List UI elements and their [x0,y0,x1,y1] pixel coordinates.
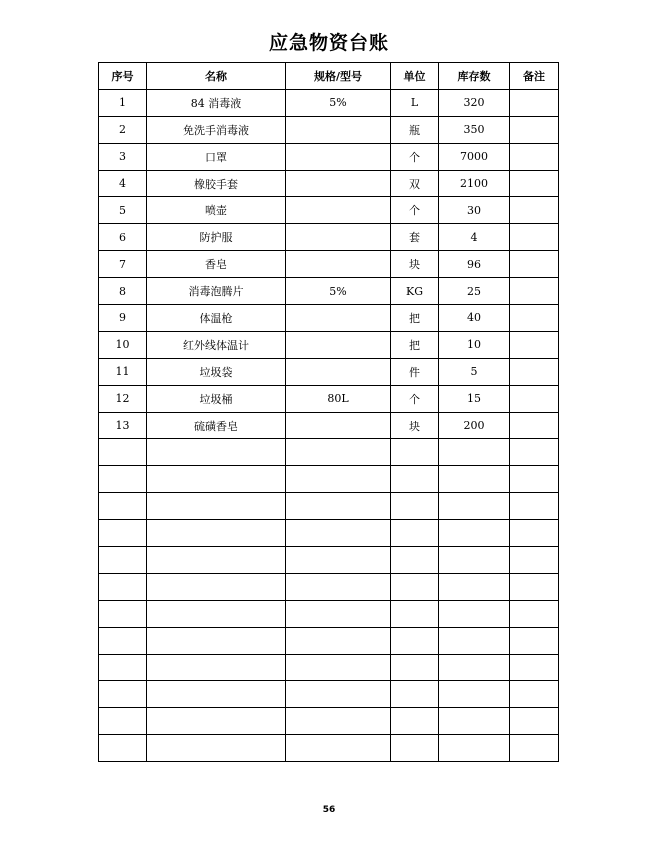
cell-serial-number: 5 [99,197,147,224]
cell-item-name [147,708,286,735]
table-row [99,116,559,143]
cell-stock-quantity: 4 [439,224,510,251]
cell-stock-quantity: 96 [439,251,510,278]
table-row [99,170,559,197]
cell-item-name: 84 消毒液 [147,89,286,116]
cell-specification [286,170,391,197]
cell-remarks [510,520,559,547]
cell-remarks [510,170,559,197]
cell-serial-number: 2 [99,116,147,143]
cell-stock-quantity [439,573,510,600]
cell-remarks [510,224,559,251]
cell-item-name [147,547,286,574]
cell-remarks [510,493,559,520]
cell-item-name: 硫磺香皂 [147,412,286,439]
cell-stock-quantity [439,466,510,493]
cell-serial-number [99,627,147,654]
cell-specification [286,116,391,143]
cell-remarks [510,385,559,412]
cell-unit: 个 [391,197,439,224]
cell-specification: 80L [286,385,391,412]
table-row [99,439,559,466]
cell-stock-quantity [439,627,510,654]
cell-unit: 件 [391,358,439,385]
cell-unit: 把 [391,305,439,332]
cell-specification: 5% [286,278,391,305]
table-row [99,627,559,654]
table-row [99,143,559,170]
cell-stock-quantity: 350 [439,116,510,143]
cell-serial-number [99,708,147,735]
cell-item-name [147,681,286,708]
cell-serial-number [99,681,147,708]
cell-remarks [510,197,559,224]
cell-unit [391,654,439,681]
table-row [99,305,559,332]
cell-item-name [147,573,286,600]
cell-stock-quantity: 7000 [439,143,510,170]
cell-remarks [510,331,559,358]
table-row [99,224,559,251]
cell-serial-number [99,439,147,466]
cell-unit: 个 [391,143,439,170]
table-row [99,385,559,412]
cell-serial-number [99,573,147,600]
cell-remarks [510,654,559,681]
cell-remarks [510,573,559,600]
table-row [99,681,559,708]
cell-specification [286,573,391,600]
cell-stock-quantity [439,681,510,708]
cell-specification [286,251,391,278]
cell-item-name: 免洗手消毒液 [147,116,286,143]
cell-remarks [510,305,559,332]
cell-item-name: 垃圾袋 [147,358,286,385]
table-row [99,520,559,547]
cell-serial-number: 10 [99,331,147,358]
table-row [99,358,559,385]
cell-serial-number: 11 [99,358,147,385]
cell-remarks [510,143,559,170]
cell-serial-number [99,493,147,520]
page-number: 56 [322,805,336,815]
cell-serial-number [99,520,147,547]
cell-unit [391,520,439,547]
cell-serial-number: 6 [99,224,147,251]
header-item-name: 名称 [147,63,286,90]
cell-specification: 5% [286,89,391,116]
cell-stock-quantity [439,735,510,762]
document-title: 应急物资台账 [268,32,389,54]
cell-stock-quantity: 5 [439,358,510,385]
cell-specification [286,520,391,547]
cell-item-name: 防护服 [147,224,286,251]
cell-serial-number: 8 [99,278,147,305]
cell-unit [391,466,439,493]
table-header [99,63,559,90]
cell-specification [286,600,391,627]
cell-stock-quantity [439,654,510,681]
cell-remarks [510,116,559,143]
cell-unit [391,573,439,600]
cell-serial-number [99,466,147,493]
table-row [99,197,559,224]
cell-item-name [147,654,286,681]
table-row [99,735,559,762]
cell-remarks [510,358,559,385]
cell-unit: 个 [391,385,439,412]
cell-specification [286,358,391,385]
cell-item-name: 喷壶 [147,197,286,224]
cell-specification [286,331,391,358]
cell-specification [286,627,391,654]
table-row [99,278,559,305]
cell-serial-number: 7 [99,251,147,278]
cell-stock-quantity [439,547,510,574]
table-row [99,331,559,358]
cell-stock-quantity: 320 [439,89,510,116]
cell-stock-quantity: 200 [439,412,510,439]
cell-specification [286,681,391,708]
cell-unit [391,547,439,574]
cell-item-name: 红外线体温计 [147,331,286,358]
cell-remarks [510,735,559,762]
cell-serial-number: 12 [99,385,147,412]
cell-unit [391,681,439,708]
cell-remarks [510,412,559,439]
header-unit: 单位 [391,63,439,90]
cell-serial-number: 4 [99,170,147,197]
cell-unit: 双 [391,170,439,197]
cell-stock-quantity: 10 [439,331,510,358]
cell-remarks [510,627,559,654]
table-row [99,547,559,574]
cell-specification [286,493,391,520]
cell-unit [391,708,439,735]
cell-stock-quantity [439,708,510,735]
cell-specification [286,197,391,224]
cell-serial-number: 13 [99,412,147,439]
cell-stock-quantity [439,439,510,466]
cell-unit [391,735,439,762]
cell-remarks [510,439,559,466]
cell-specification [286,547,391,574]
cell-stock-quantity: 30 [439,197,510,224]
cell-specification [286,412,391,439]
cell-specification [286,654,391,681]
cell-item-name [147,466,286,493]
cell-serial-number: 9 [99,305,147,332]
cell-stock-quantity: 15 [439,385,510,412]
cell-remarks [510,681,559,708]
cell-specification [286,224,391,251]
cell-serial-number: 1 [99,89,147,116]
cell-unit: 瓶 [391,116,439,143]
cell-serial-number [99,735,147,762]
table-body [99,89,559,761]
cell-remarks [510,600,559,627]
header-stock-quantity: 库存数 [439,63,510,90]
cell-stock-quantity: 25 [439,278,510,305]
header-row [99,63,559,90]
cell-specification [286,143,391,170]
cell-stock-quantity [439,493,510,520]
header-serial-number: 序号 [99,63,147,90]
cell-unit [391,600,439,627]
cell-unit: 块 [391,412,439,439]
cell-unit [391,627,439,654]
cell-remarks [510,89,559,116]
cell-specification [286,305,391,332]
cell-stock-quantity: 2100 [439,170,510,197]
cell-unit: KG [391,278,439,305]
cell-remarks [510,251,559,278]
cell-serial-number [99,547,147,574]
cell-specification [286,439,391,466]
table-row [99,466,559,493]
cell-serial-number: 3 [99,143,147,170]
table-row [99,412,559,439]
table-row [99,251,559,278]
cell-unit: L [391,89,439,116]
table-row [99,708,559,735]
cell-item-name: 口罩 [147,143,286,170]
table-row [99,493,559,520]
cell-unit [391,493,439,520]
cell-item-name: 香皂 [147,251,286,278]
cell-serial-number [99,654,147,681]
cell-remarks [510,708,559,735]
cell-unit: 套 [391,224,439,251]
cell-item-name [147,735,286,762]
inventory-table [98,62,559,762]
table-row [99,654,559,681]
table-row [99,573,559,600]
cell-specification [286,466,391,493]
cell-unit [391,439,439,466]
cell-item-name: 垃圾桶 [147,385,286,412]
cell-specification [286,708,391,735]
cell-unit: 块 [391,251,439,278]
table-row [99,600,559,627]
header-specification: 规格/型号 [286,63,391,90]
cell-specification [286,735,391,762]
cell-item-name [147,627,286,654]
cell-stock-quantity [439,520,510,547]
cell-item-name: 体温枪 [147,305,286,332]
header-remarks: 备注 [510,63,559,90]
cell-item-name [147,493,286,520]
cell-stock-quantity: 40 [439,305,510,332]
cell-serial-number [99,600,147,627]
cell-item-name: 消毒泡腾片 [147,278,286,305]
cell-item-name [147,520,286,547]
cell-unit: 把 [391,331,439,358]
cell-remarks [510,278,559,305]
cell-item-name [147,600,286,627]
cell-stock-quantity [439,600,510,627]
cell-item-name: 橡胶手套 [147,170,286,197]
cell-remarks [510,547,559,574]
cell-item-name [147,439,286,466]
table-row [99,89,559,116]
cell-remarks [510,466,559,493]
